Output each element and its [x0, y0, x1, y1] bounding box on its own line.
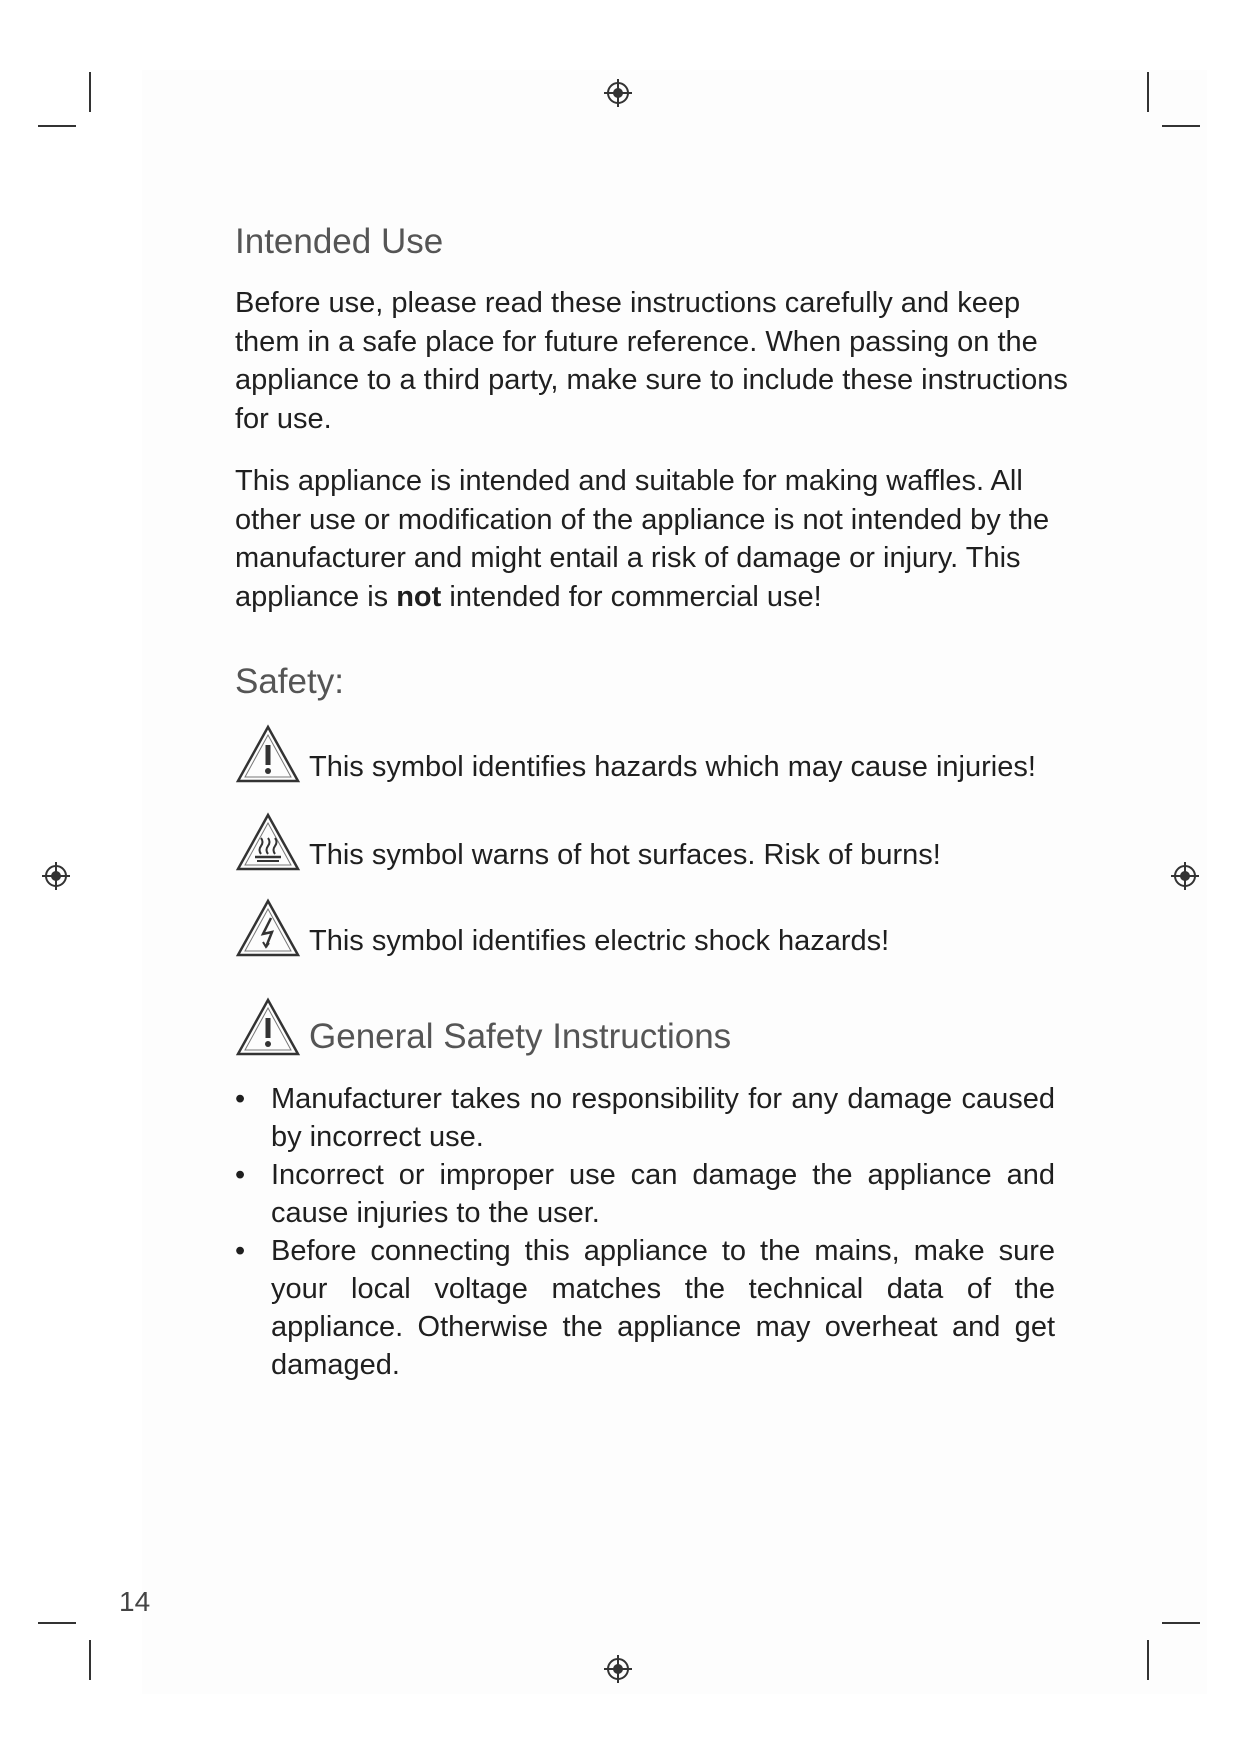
general-safety-heading: General Safety Instructions: [309, 1017, 732, 1056]
safety-symbol-text: This symbol identifies electric shock hazards!: [309, 925, 890, 957]
warning-exclamation-icon: [235, 997, 301, 1057]
intended-use-section: [235, 222, 1075, 616]
list-item: • Incorrect or improper use can damage the appliance and cause injuries to the user.: [235, 1156, 1055, 1232]
registration-mark-icon: [603, 1654, 633, 1684]
registration-mark-icon: [603, 78, 633, 108]
crop-mark-top-left-h: [38, 125, 76, 127]
paragraph-2-text-end: intended for commercial use!: [441, 580, 822, 613]
crop-mark-top-right-h: [1162, 125, 1200, 127]
registration-mark-icon: [41, 861, 71, 891]
safety-heading: Safety:: [235, 662, 344, 701]
safety-symbol-text: This symbol identifies hazards which may cause injuries!: [309, 751, 1036, 783]
paragraph-2-text-start: This appliance is intended and suitable for making waffles. All other use or modification of the appliance is not intended by the manufacturer and might entail a risk of damage or injury. This appliance is: [235, 465, 1050, 613]
general-safety-heading-row: [235, 997, 731, 1057]
intended-use-paragraph-1: Before use, please read these instructions carefully and keep them in a safe place for future reference. When passing on the appliance to a third party, make sure to include these instructions for use.: [235, 287, 1068, 435]
list-item: • Manufacturer takes no responsibility for any damage caused by incorrect use.: [235, 1080, 1055, 1156]
registration-mark-icon: [1170, 861, 1200, 891]
crop-mark-top-left-v: [89, 72, 91, 112]
page-number: 14: [119, 1586, 151, 1617]
warning-exclamation-icon: [235, 724, 301, 784]
crop-mark-bottom-right-h: [1162, 1622, 1200, 1624]
safety-symbol-row: [235, 898, 889, 958]
paragraph-2-bold-not: not: [396, 580, 442, 613]
general-safety-list: [235, 1080, 1055, 1384]
crop-mark-bottom-left-h: [38, 1622, 76, 1624]
safety-symbol-row: [235, 812, 941, 872]
safety-symbol-text: This symbol warns of hot surfaces. Risk of burns!: [309, 839, 941, 871]
crop-mark-top-right-v: [1147, 72, 1149, 112]
intended-use-paragraph-2: [235, 462, 1075, 616]
list-item: • Before connecting this appliance to the mains, make sure your local voltage matches the technical data of the appliance. Otherwise the appliance may overheat and get damaged.: [235, 1232, 1055, 1384]
electric-shock-icon: [235, 898, 301, 958]
safety-symbol-row: [235, 724, 1036, 784]
hot-surface-icon: [235, 812, 301, 872]
crop-mark-bottom-left-v: [89, 1640, 91, 1680]
intended-use-heading: Intended Use: [235, 222, 444, 261]
crop-mark-bottom-right-v: [1147, 1640, 1149, 1680]
